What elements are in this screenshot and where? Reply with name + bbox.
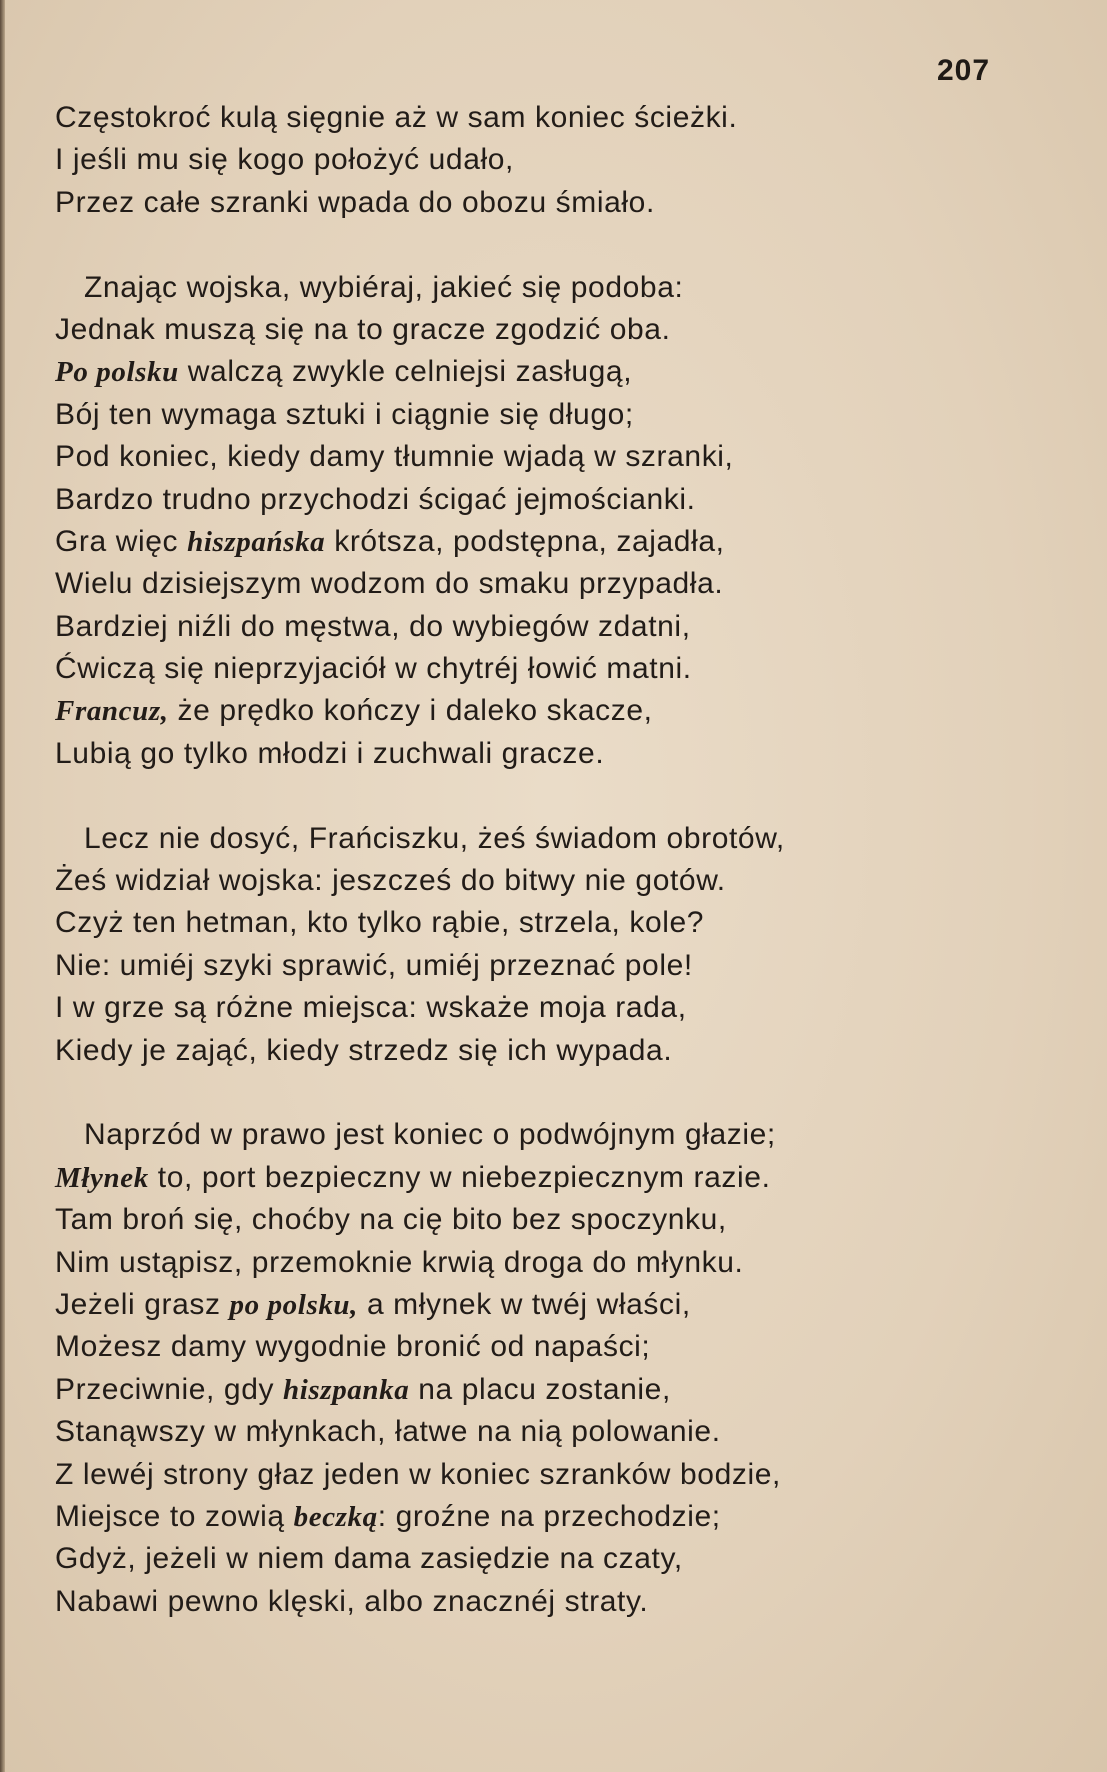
verse-line: Stanąwszy w młynkach, łatwe na nią polowanie. xyxy=(55,1415,721,1449)
verse-line xyxy=(55,690,1075,732)
verse-line: Nie: umiéj szyki sprawić, umiéj przeznać pole! xyxy=(55,948,693,982)
verse-text: to, port bezpieczny w niebezpiecznym razie. xyxy=(148,1160,771,1194)
verse-line: Nim ustąpisz, przemoknie krwią droga do młynku. xyxy=(55,1245,744,1279)
verse-line: Ćwiczą się nieprzyjaciół w chytréj łowić matni. xyxy=(55,652,692,686)
stanza-gap xyxy=(55,1072,1075,1114)
verse-line: Bardziej niźli do męstwa, do wybiegów zdatni, xyxy=(55,609,691,643)
verse-text: Przeciwnie, gdy xyxy=(55,1372,284,1406)
verse-line xyxy=(55,1369,1075,1411)
verse-line: I w grze są różne miejsca: wskaże moja rada, xyxy=(55,991,687,1025)
verse-line: Pod koniec, kiedy damy tłumnie wjadą w szranki, xyxy=(55,440,734,474)
verse-line: Czyż ten hetman, kto tylko rąbie, strzela, kole? xyxy=(55,906,705,940)
verse-text: że prędko kończy i daleko skacze, xyxy=(168,694,653,728)
verse-text: krótsza, podstępna, zajadła, xyxy=(325,524,725,558)
verse-text: : groźne na przechodzie; xyxy=(377,1499,721,1533)
verse-line: Możesz damy wygodnie bronić od napaści; xyxy=(55,1330,651,1364)
verse-line xyxy=(55,1157,1075,1199)
verse-line: Wielu dzisiejszym wodzom do smaku przypadła. xyxy=(55,567,724,601)
verse-line: Jednak muszą się na to gracze zgodzić oba. xyxy=(55,312,671,346)
verse-line: Bój ten wymaga sztuki i ciągnie się długo; xyxy=(55,397,634,431)
verse-line: Żeś widział wojska: jeszcześ do bitwy nie gotów. xyxy=(55,864,726,898)
verse-line: Lubią go tylko młodzi i zuchwali gracze. xyxy=(55,736,605,770)
verse-line: Bardzo trudno przychodzi ścigać jejmościanki. xyxy=(55,482,696,516)
poem-text xyxy=(55,97,1075,1623)
stanza-gap xyxy=(55,775,1075,817)
emphasis-term: Młynek xyxy=(55,1161,149,1194)
page-binding-edge xyxy=(0,0,5,1772)
verse-line: Tam broń się, choćby na cię bito bez spoczynku, xyxy=(55,1203,727,1237)
verse-line xyxy=(55,1496,1075,1538)
page-number: 207 xyxy=(937,54,991,87)
verse-text: walczą zwykle celniejsi zasługą, xyxy=(178,355,633,389)
verse-line xyxy=(55,351,1075,393)
verse-line: Nabawi pewno klęski, albo znacznéj straty. xyxy=(55,1584,649,1618)
verse-line: Kiedy je zająć, kiedy strzedz się ich wypada. xyxy=(55,1033,673,1067)
verse-line: I jeśli mu się kogo położyć udało, xyxy=(55,143,514,177)
verse-text: Miejsce to zowią xyxy=(55,1499,294,1533)
verse-line xyxy=(55,521,1075,563)
emphasis-term: beczką xyxy=(293,1500,378,1533)
stanza-gap xyxy=(55,224,1075,266)
emphasis-term: po polsku, xyxy=(229,1288,359,1321)
verse-line: Częstokroć kulą sięgnie aż w sam koniec ścieżki. xyxy=(55,101,738,134)
emphasis-term: Po polsku xyxy=(55,356,179,389)
verse-line: Naprzód w prawo jest koniec o podwójnym głazie; xyxy=(84,1118,776,1152)
emphasis-term: hiszpanka xyxy=(283,1373,410,1406)
verse-line: Gdyż, jeżeli w niem dama zasiędzie na czaty, xyxy=(55,1542,683,1576)
verse-line: Przez całe szranki wpada do obozu śmiało. xyxy=(55,185,655,219)
verse-line xyxy=(55,1284,1075,1326)
emphasis-term: Francuz, xyxy=(55,695,169,728)
verse-text: a młynek w twéj właści, xyxy=(358,1287,691,1321)
verse-line: Znając wojska, wybiéraj, jakieć się podoba: xyxy=(84,270,684,304)
emphasis-term: hiszpańska xyxy=(187,525,326,558)
verse-line: Z lewéj strony głaz jeden w koniec szranków bodzie, xyxy=(55,1457,781,1491)
verse-line: Lecz nie dosyć, Frańciszku, żeś świadom obrotów, xyxy=(84,821,785,855)
verse-text: Jeżeli grasz xyxy=(55,1287,230,1321)
verse-text: na placu zostanie, xyxy=(409,1372,671,1406)
verse-text: Gra więc xyxy=(55,524,188,558)
